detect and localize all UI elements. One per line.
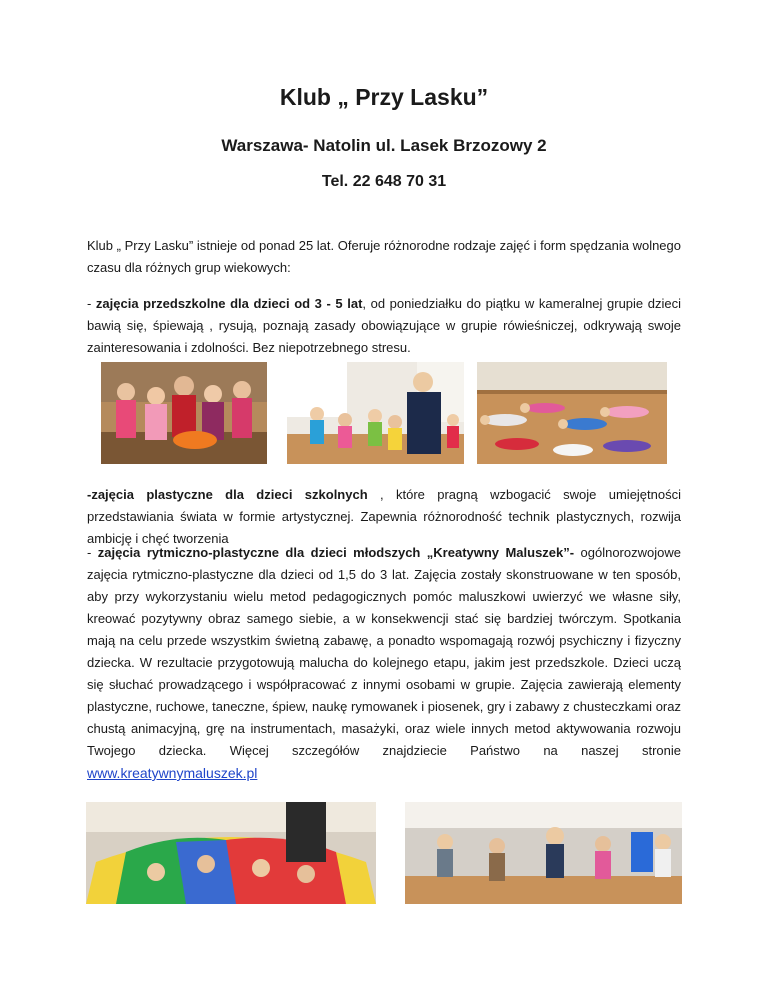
art-paragraph (87, 484, 681, 550)
address: Warszawa- Natolin ul. Lasek Brzozowy 2 (221, 136, 547, 155)
preschool-text: , od poniedziałku do piątku w kameralnej grupie dzieci bawią się, śpiewają , rysują, poznają zasady obowiązujące w grupie rówieśniczej, odkrywają swoje zainteresowania i zdolności. Bez niepotrzebnego stresu. (87, 296, 681, 355)
phone: Tel. 22 648 70 31 (321, 173, 447, 190)
photo-children-circle (101, 362, 267, 464)
rhythm-prefix: - (87, 545, 98, 560)
rhythm-paragraph (87, 542, 681, 785)
art-text: , które pragną wzbogacić swoje umiejętności przedstawiania świata w formie artystycznej. Zapewnia różnorodność technik plastycznych, rozwija ambicję i chęć tworzenia (87, 487, 681, 546)
preschool-paragraph (87, 293, 681, 359)
photo-toddlers-room (405, 802, 682, 904)
art-heading: -zajęcia plastyczne dla dzieci szkolnych (87, 487, 368, 502)
intro-paragraph: Klub „ Przy Lasku” istnieje od ponad 25 lat. Oferuje różnorodne rodzaje zajęć i form spędzania wolnego czasu dla różnych grup wiekowych: (87, 238, 682, 275)
rhythm-heading: zajęcia rytmiczno-plastyczne dla dzieci młodszych „Kreatywny Maluszek”- (97, 545, 575, 560)
photo-parachute-play (86, 802, 376, 904)
page-title: Klub „ Przy Lasku” (279, 84, 489, 110)
website-link[interactable]: www.kreatywnymaluszek.pl (87, 765, 258, 781)
photo-children-lying (477, 362, 667, 464)
photo-dance-room (287, 362, 464, 464)
preschool-prefix: - (87, 296, 96, 311)
rhythm-text: ogólnorozwojowe zajęcia rytmiczno-plastyczne dla dzieci od 1,5 do 3 lat. Zajęcia zostały skonstruowane w ten sposób, aby przy wykorzystaniu wielu metod pedagogicznych pomóc maluszkowi uwierzyć we własne siły, kreować pozytywny obraz samego siebie, a w konsekwencji stać się bardziej twórczym. Spotkania mają na celu przede wszystkim świetną zabawę, a ponadto wspomagają rozwój psychiczny i fizyczny dziecka. W rezultacie przygotowują malucha do kolejnego etapu, jakim jest przedszkole. Dzieci uczą się słuchać prowadzącego i współpracować z innymi osobami w grupie. Zajęcia zawierają elementy plastyczne, ruchowe, taneczne, śpiew, naukę rymowanek i piosenek, gry i zabawy z chusteczkami oraz chustą animacyjną, grę na instrumentach, masażyki, oraz wiele innych metod aktywowania rozwoju Twojego dziecka. Więcej szczegółów znajdziecie Państwo na naszej stronie (87, 545, 681, 758)
preschool-heading: zajęcia przedszkolne dla dzieci od 3 - 5 lat (95, 296, 363, 311)
